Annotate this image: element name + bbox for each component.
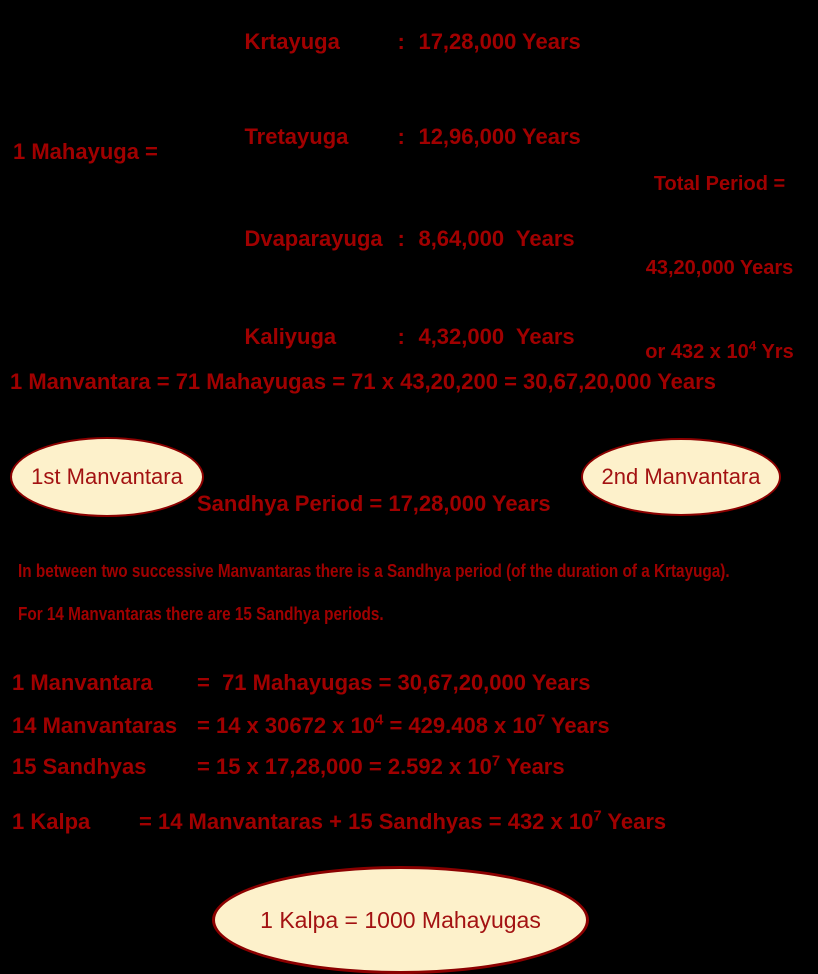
yuga-value: 8,64,000 Years (418, 226, 575, 252)
second-manvantara-ellipse (581, 438, 781, 516)
total-period-line2: 43,20,000 Years (645, 257, 794, 279)
kalpa-ellipse-label: 1 Kalpa = 1000 Mahayugas (260, 906, 541, 933)
equation-15-sandhyas-lhs: 15 Sandhyas (12, 754, 147, 779)
equation-15-sandhyas-rhs: = 15 x 17,28,000 = 2.592 x $10^7$ Years (197, 752, 565, 779)
equation-manvantara-lhs: 1 Manvantara (12, 670, 153, 695)
yuga-colon: : (397, 29, 405, 55)
yuga-row-tretayuga (220, 99, 581, 175)
yuga-colon: : (397, 324, 405, 350)
yuga-row-dvaparayuga (220, 201, 575, 277)
manvantara-definition-line: 1 Manvantara = 71 Mahayugas = 71 x 43,20,200 = 30,67,20,000 Years (10, 369, 716, 394)
yuga-value: 4,32,000 Years (418, 324, 575, 350)
sandhya-period-line: Sandhya Period = 17,28,000 Years (197, 491, 551, 516)
yuga-name: Dvaparayuga (244, 226, 383, 252)
yuga-value: 17,28,000 Years (418, 29, 581, 55)
yuga-colon: : (397, 226, 405, 252)
equation-14-manvantaras-rhs: = 14 x 30672 x $10^4 = 429.408$ x $10^7$ Years (197, 711, 610, 738)
yuga-name: Krtayuga (244, 29, 340, 55)
first-manvantara-ellipse (10, 437, 204, 517)
yuga-row-kaliyuga (220, 299, 575, 375)
equation-14-manvantaras-lhs: 14 Manvantaras (12, 713, 178, 738)
equation-kalpa-rhs: = 14 Manvantaras + 15 Sandhyas = 432 x $10^7$ Years (139, 807, 667, 834)
kalpa-ellipse (212, 866, 589, 974)
equation-kalpa-lhs: 1 Kalpa (12, 809, 91, 834)
yuga-name: Tretayuga (244, 124, 349, 150)
note-fifteen-sandhyas: For 14 Manvantaras there are 15 Sandhya periods. (18, 604, 384, 624)
mahayuga-label: 1 Mahayuga = (13, 139, 158, 164)
total-period-line3: or 432 x $10^4$ Yrs (645, 338, 794, 363)
yuga-colon: : (397, 124, 405, 150)
yuga-value: 12,96,000 Years (418, 124, 581, 150)
yuga-row-krtayuga (220, 4, 581, 80)
total-period-line1: Total Period = (653, 173, 786, 195)
equation-manvantara-rhs: = 71 Mahayugas = 30,67,20,000 Years (197, 670, 591, 695)
second-manvantara-label: 2nd Manvantara (601, 464, 761, 489)
yuga-name: Kaliyuga (244, 324, 337, 350)
first-manvantara-label: 1st Manvantara (31, 464, 183, 489)
note-sandhya-between-manvantaras: In between two successive Manvantaras there is a Sandhya period (of the duration of a Krtayuga). (18, 561, 730, 581)
